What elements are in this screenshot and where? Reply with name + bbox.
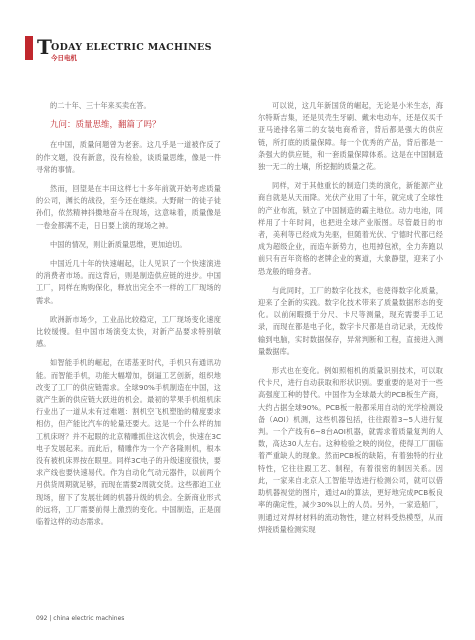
paragraph: 然而，回望是在丰田这样七十多年前就开始考虑质量的公司，渊长的战役，至今还在继续。大野耐一的徒子徒孙们，依然精神抖擞地奋斗在现场，这意味着，质量像是一卷金都满不走，日日要上演的现场之神。 xyxy=(36,184,221,230)
section-heading: 九问：质量思维，翻篇了吗？ xyxy=(50,120,161,131)
paragraph: 同样，对于其他重长的制造门类的演化，新能源产业商自就是从天而降。光伏产业用了十年，就完成了全球性的产业布流，锁立了中国制造的霸主地位。动力电池，同样用了十年时间，也把进全球产业版图。尽管最日的市者，美利等已经成为先驱，但随着光伏、宁德时代都已经成为超级企业，而造车新势力，也甩掉包袱，全力奔跑以前只有百年资格的老牌企业的赛道，大象静望，迎来了小恐龙般的暗身者。 xyxy=(258,181,443,276)
paragraph: 如智能手机的崛起，在诺基亚时代，手机只有通讯功能。而智能手机，功能大幅增加，倒逼工艺创新，组织地改变了工厂的供应链需求。全球90%手机制造在中国，这就产生新的供应链大跃进的机会。最初的苹果手机组机床行业出了一道从未有过难题：割机空飞机塑胎的精度要求相仿，但产能比汽车的轮量还要大。这是一个什么样的加工机床呀？并不起眼的北京精雕抓住这次机会，快速在3C电子发展起来。而此后，精雕作为一个产各隆则机，根本没有被机床界按在眼里。同样3C电子的升级速度很快，要求产线也要快速易代。作为自动化气动元器件，以前两个月供货周期就足够，而现在需要2周就交货。这些都迫工业现场，留下了发展壮阔的机器升级的机会。全新商业形式的远将，工厂需要前得上激烈的变化。中国制造，正是面临着这样的动态需求。 xyxy=(36,358,221,527)
paragraph: 欧洲新市场少，工业品比较稳定，工厂现场变化速度比较缓慢。但中国市场演变太快，对新产品要求特别敏感。 xyxy=(36,314,221,349)
right-column xyxy=(258,100,443,543)
paragraph: 的二十年、三十年来买卖在答。 xyxy=(50,101,151,110)
header-accent-bar xyxy=(25,36,33,60)
paragraph: 在中国，质量问题曾为老套。这几乎是一道被作反了的作文题，没有新意，没有检验，谈质量思维，像是一件寻常的事情。 xyxy=(36,140,221,174)
paragraph: 可以说，这几年新国货的崛起，无论是小米生态，海尔特斯吉集，还是贝壳生牙刷、戴未电动车，还是仅买千亚马逊排名第二的女装电商希音，背后都是强大的供应链，所打底的质量保障。每一个优秀的产品，背后都是一条强大的供应链，和一套质量保障体系。这是在中国制造独一无二的土壤，所挖掘的质量之花。 xyxy=(258,101,443,172)
page-footer: 092 | china electric machines xyxy=(36,615,125,622)
paragraph: 中国的情况，则让新质量思维，更加迫切。 xyxy=(50,239,187,249)
paragraph: 中国近几十年的快速崛起，让人见识了一个快速演进的消费者市场。而这背后，则是制造供应链的进步。中国工厂，同样在购购保化，释放出完全不一样的工厂现场的需求。 xyxy=(36,259,221,305)
header-title: ODAY ELECTRIC MACHINES xyxy=(51,42,212,53)
paragraph: 形式也在变化。例如照相机的质量识别技术，可以取代卡尺，进行自动获取和形状识别。要重要的是对于一些高强度工种的替代。中国作为全球最大的PCB板生产商，大约占据全球90%。PCB板一般都采用自动的光学检测设备（AOI）机测，这些机器包括，往往跟着3~5人进行复判。一个产线有6~8台AOI机器，就需求着质量复判的人数，高达30人左右。这种检验之映的岗位，使得工厂面临着严重缺人的现象。然而PCB板的缺陷，有着独特的行业特性，它往往跟工艺、制程，有着很密的制因关系。因此，一家来自北京人工智能导选进行检测公司，就可以借助机器视觉的图片，通过AI的算法，更好地完成PCB板良率的确定性，减少30%以上的人员。另外，一家造船厂，则通过对焊材材料的流动物性，建立材料受热模型，从而焊接质量检测实现 xyxy=(258,366,443,534)
header-initial: T xyxy=(37,35,52,59)
paragraph: 与此同时，工厂的数字化技术，也使得数字化质量，迎来了全新的实践。数字化技术带来了质量数据形态的变化。以前闲暇摄于分尺、卡尺等测量，现充需要手工记录，而现在都是电子化，数字卡尺都是自动记录，无线传输到电脑，实时数据保存，异常判断和工程，直接进入测量数据库。 xyxy=(258,285,443,356)
header-subtitle: 今日电机 xyxy=(51,54,77,62)
left-column xyxy=(36,100,221,535)
